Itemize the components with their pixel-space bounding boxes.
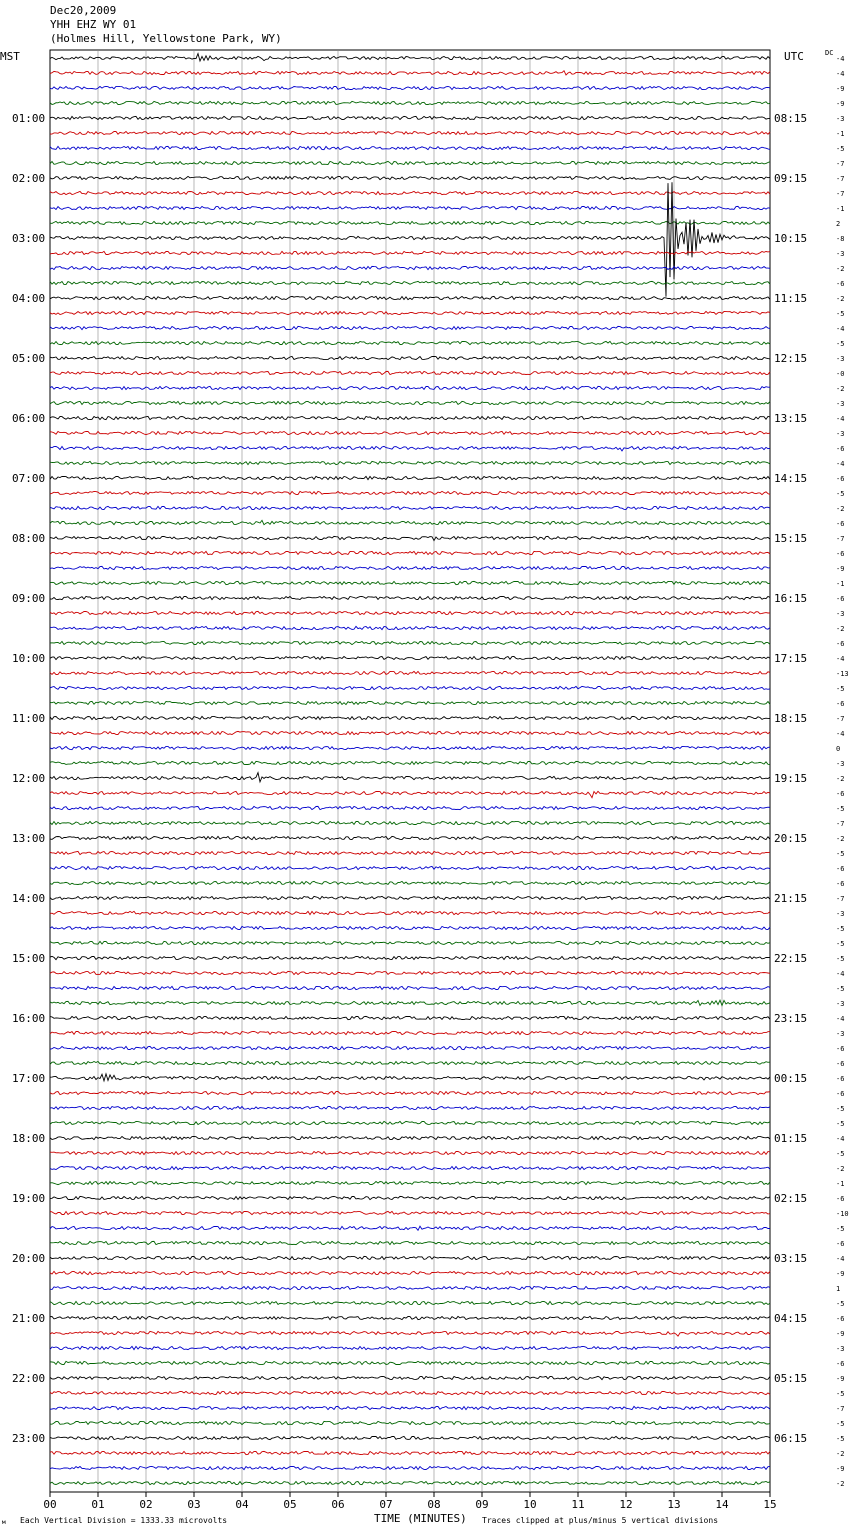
- seismic-trace: [50, 1406, 770, 1409]
- dc-offset-label: -5: [836, 985, 845, 993]
- seismic-trace: [50, 1016, 770, 1019]
- seismic-trace: [50, 701, 770, 704]
- seismic-trace: [50, 401, 770, 404]
- right-hour-label: 22:15: [774, 952, 808, 965]
- dc-offset-label: -0: [836, 370, 845, 378]
- dc-offset-label: -2: [836, 625, 845, 633]
- dc-offset-label: -9: [836, 565, 845, 573]
- right-hour-label: 06:15: [774, 1432, 808, 1445]
- x-tick-label: 12: [619, 1498, 633, 1511]
- seismic-trace: [50, 116, 770, 119]
- left-hour-label: 09:00: [12, 592, 46, 605]
- dc-offset-label: 0: [836, 745, 841, 753]
- dc-offset-label: -9: [836, 1330, 845, 1338]
- dc-offset-label: -7: [836, 895, 845, 903]
- seismic-trace: [50, 1136, 770, 1139]
- x-tick-label: 10: [523, 1498, 537, 1511]
- seismic-trace: [50, 1091, 770, 1094]
- seismic-trace: [50, 866, 770, 869]
- dc-offset-label: -7: [836, 820, 845, 828]
- seismic-trace: [50, 431, 770, 434]
- seismic-trace: [50, 1031, 770, 1034]
- corner-mark: м: [2, 1519, 6, 1526]
- right-hour-label: 19:15: [774, 772, 808, 785]
- dc-offset-label: -5: [836, 805, 845, 813]
- dc-offset-label: -5: [836, 1150, 845, 1158]
- dc-offset-label: -5: [836, 685, 845, 693]
- seismic-trace: [50, 221, 770, 224]
- dc-offset-label: -5: [836, 340, 845, 348]
- seismic-trace: [50, 191, 770, 194]
- right-hour-label: 16:15: [774, 592, 808, 605]
- seismic-trace: [50, 1421, 770, 1424]
- dc-offset-label: -4: [836, 55, 845, 63]
- x-tick-label: 02: [139, 1498, 153, 1511]
- seismic-trace: [50, 1166, 770, 1169]
- left-hour-label: 12:00: [12, 772, 46, 785]
- dc-offset-label: -6: [836, 520, 845, 528]
- seismic-trace: [50, 416, 770, 419]
- seismic-trace: [50, 161, 770, 164]
- right-hour-label: 00:15: [774, 1072, 808, 1085]
- right-hour-label: 14:15: [774, 472, 808, 485]
- dc-offset-label: -9: [836, 85, 845, 93]
- dc-offset-label: -4: [836, 1255, 845, 1263]
- seismic-trace: [50, 1121, 770, 1124]
- x-tick-label: 13: [667, 1498, 681, 1511]
- seismic-trace: [50, 1061, 770, 1064]
- seismic-trace: [50, 911, 770, 914]
- left-hour-label: 10:00: [12, 652, 46, 665]
- dc-offset-label: -10: [836, 1210, 849, 1218]
- seismic-trace: [50, 1271, 770, 1274]
- right-hour-label: 09:15: [774, 172, 808, 185]
- chart-location: (Holmes Hill, Yellowstone Park, WY): [50, 32, 282, 45]
- dc-offset-label: -5: [836, 1420, 845, 1428]
- seismic-trace: [50, 1331, 770, 1336]
- right-hour-label: 04:15: [774, 1312, 808, 1325]
- dc-offset-label: -2: [836, 385, 845, 393]
- left-hour-label: 20:00: [12, 1252, 46, 1265]
- right-hour-label: 08:15: [774, 112, 808, 125]
- dc-label: DC: [825, 49, 834, 57]
- dc-offset-label: -3: [836, 355, 845, 363]
- left-hour-label: 11:00: [12, 712, 46, 725]
- dc-offset-label: -4: [836, 460, 845, 468]
- seismic-trace: [50, 941, 770, 944]
- seismic-trace: [50, 1256, 770, 1259]
- seismic-trace: [50, 71, 770, 75]
- dc-offset-label: -5: [836, 955, 845, 963]
- seismic-trace: [50, 1106, 770, 1109]
- right-hour-label: 18:15: [774, 712, 808, 725]
- seismic-trace: [50, 1451, 770, 1454]
- x-tick-label: 08: [427, 1498, 441, 1511]
- dc-offset-label: -2: [836, 835, 845, 843]
- left-timezone-label: MST: [0, 50, 20, 63]
- dc-offset-label: -5: [836, 1435, 845, 1443]
- seismic-trace: [50, 761, 770, 764]
- dc-offset-label: -6: [836, 640, 845, 648]
- seismic-trace: [50, 182, 770, 296]
- dc-offset-label: -5: [836, 1225, 845, 1233]
- seismic-trace: [50, 626, 770, 629]
- dc-offset-label: -6: [836, 1240, 845, 1248]
- left-hour-label: 05:00: [12, 352, 46, 365]
- dc-offset-label: -6: [836, 550, 845, 558]
- dc-offset-label: -6: [836, 1090, 845, 1098]
- dc-offset-label: -6: [836, 475, 845, 483]
- right-hour-label: 02:15: [774, 1192, 808, 1205]
- seismic-trace: [50, 386, 770, 389]
- dc-offset-label: -2: [836, 1165, 845, 1173]
- dc-offset-label: -3: [836, 1345, 845, 1353]
- seismic-trace: [50, 326, 770, 329]
- dc-offset-label: -3: [836, 400, 845, 408]
- left-hour-label: 04:00: [12, 292, 46, 305]
- seismic-trace: [50, 476, 770, 479]
- seismic-trace: [50, 356, 770, 359]
- dc-offset-label: -2: [836, 1480, 845, 1488]
- left-hour-label: 16:00: [12, 1012, 46, 1025]
- dc-offset-label: -1: [836, 130, 845, 138]
- seismic-trace: [50, 461, 770, 464]
- plot-frame: [50, 50, 770, 1492]
- dc-offset-label: -6: [836, 1060, 845, 1068]
- dc-offset-label: -3: [836, 115, 845, 123]
- dc-offset-label: -9: [836, 1375, 845, 1383]
- x-tick-label: 05: [283, 1498, 297, 1511]
- x-tick-label: 15: [763, 1498, 777, 1511]
- left-hour-label: 19:00: [12, 1192, 46, 1205]
- right-hour-label: 23:15: [774, 1012, 808, 1025]
- dc-offset-label: -6: [836, 1045, 845, 1053]
- left-hour-label: 07:00: [12, 472, 46, 485]
- seismic-trace: [50, 311, 770, 314]
- seismic-trace: [50, 656, 770, 659]
- dc-offset-label: -3: [836, 910, 845, 918]
- seismic-trace: [50, 671, 770, 674]
- dc-offset-label: -6: [836, 880, 845, 888]
- seismic-trace: [50, 731, 770, 734]
- seismic-trace: [50, 566, 770, 569]
- seismic-trace: [50, 86, 770, 89]
- dc-offset-label: -3: [836, 250, 845, 258]
- seismic-trace: [50, 1181, 770, 1184]
- seismic-trace: [50, 926, 770, 929]
- dc-offset-label: -6: [836, 700, 845, 708]
- seismic-trace: [50, 746, 770, 749]
- right-hour-label: 12:15: [774, 352, 808, 365]
- left-hour-label: 03:00: [12, 232, 46, 245]
- dc-offset-label: -6: [836, 595, 845, 603]
- scale-note: Each Vertical Division = 1333.33 microvolts: [20, 1516, 228, 1525]
- seismic-trace: [50, 1046, 770, 1049]
- dc-offset-label: -1: [836, 1180, 845, 1188]
- seismic-trace: [50, 371, 770, 374]
- seismic-trace: [50, 716, 770, 719]
- dc-offset-label: -7: [836, 535, 845, 543]
- seismic-trace: [50, 206, 770, 209]
- seismic-trace: [50, 446, 770, 451]
- seismic-trace: [50, 281, 770, 284]
- dc-offset-label: -6: [836, 1195, 845, 1203]
- right-hour-label: 03:15: [774, 1252, 808, 1265]
- right-hour-label: 05:15: [774, 1372, 808, 1385]
- seismic-trace: [50, 1000, 770, 1005]
- left-hour-label: 14:00: [12, 892, 46, 905]
- seismic-trace: [50, 986, 770, 989]
- dc-offset-label: -3: [836, 1000, 845, 1008]
- seismic-trace: [50, 791, 770, 797]
- seismic-trace: [50, 1361, 770, 1364]
- dc-offset-label: -5: [836, 1105, 845, 1113]
- dc-offset-label: -6: [836, 445, 845, 453]
- dc-offset-label: -4: [836, 70, 845, 78]
- dc-offset-label: -7: [836, 1405, 845, 1413]
- left-hour-label: 15:00: [12, 952, 46, 965]
- left-hour-label: 23:00: [12, 1432, 46, 1445]
- dc-offset-label: -7: [836, 715, 845, 723]
- dc-offset-label: -5: [836, 1300, 845, 1308]
- seismic-trace: [50, 851, 770, 854]
- left-hour-label: 01:00: [12, 112, 46, 125]
- seismic-trace: [50, 641, 770, 644]
- chart-date: Dec20,2009: [50, 4, 117, 17]
- seismic-trace: [50, 581, 770, 584]
- x-tick-label: 14: [715, 1498, 729, 1511]
- seismic-trace: [50, 1376, 770, 1379]
- x-tick-label: 01: [91, 1498, 105, 1511]
- dc-offset-label: -13: [836, 670, 849, 678]
- dc-offset-label: -6: [836, 790, 845, 798]
- dc-offset-label: -5: [836, 1390, 845, 1398]
- seismic-trace: [50, 881, 770, 884]
- dc-offset-label: -5: [836, 145, 845, 153]
- seismic-trace: [50, 773, 770, 782]
- seismic-trace: [50, 1151, 770, 1154]
- dc-offset-label: -3: [836, 610, 845, 618]
- seismic-trace: [50, 956, 770, 959]
- seismic-trace: [50, 341, 770, 344]
- seismic-trace: [50, 896, 770, 899]
- seismic-trace: [50, 101, 770, 104]
- seismic-trace: [50, 536, 770, 540]
- seismic-trace: [50, 1074, 770, 1081]
- dc-offset-label: -3: [836, 1030, 845, 1038]
- dc-offset-label: -4: [836, 655, 845, 663]
- seismic-trace: [50, 551, 770, 554]
- dc-offset-label: -9: [836, 1270, 845, 1278]
- dc-offset-label: 2: [836, 220, 841, 228]
- seismic-trace: [50, 971, 770, 974]
- right-hour-label: 11:15: [774, 292, 808, 305]
- dc-offset-label: -4: [836, 730, 845, 738]
- left-hour-label: 17:00: [12, 1072, 46, 1085]
- x-tick-label: 04: [235, 1498, 249, 1511]
- seismic-trace: [50, 1211, 770, 1214]
- left-hour-label: 22:00: [12, 1372, 46, 1385]
- seismic-trace: [50, 54, 770, 61]
- seismic-trace: [50, 251, 770, 254]
- dc-offset-label: -4: [836, 1135, 845, 1143]
- seismic-trace: [50, 1316, 770, 1319]
- seismic-trace: [50, 176, 770, 179]
- x-tick-label: 07: [379, 1498, 393, 1511]
- dc-offset-label: -9: [836, 100, 845, 108]
- left-hour-label: 02:00: [12, 172, 46, 185]
- dc-offset-label: -4: [836, 325, 845, 333]
- dc-offset-label: -1: [836, 205, 845, 213]
- seismic-trace: [50, 1346, 770, 1349]
- seismic-trace: [50, 266, 770, 269]
- dc-offset-label: -2: [836, 775, 845, 783]
- chart-station: YHH EHZ WY 01: [50, 18, 137, 31]
- right-hour-label: 01:15: [774, 1132, 808, 1145]
- x-tick-label: 09: [475, 1498, 489, 1511]
- seismic-trace: [50, 596, 770, 599]
- seismic-trace: [50, 1241, 770, 1244]
- right-timezone-label: UTC: [784, 50, 804, 63]
- seismic-trace: [50, 1391, 770, 1394]
- dc-offset-label: -8: [836, 235, 845, 243]
- dc-offset-label: -6: [836, 1315, 845, 1323]
- x-tick-label: 11: [571, 1498, 585, 1511]
- dc-offset-label: -6: [836, 865, 845, 873]
- left-hour-label: 08:00: [12, 532, 46, 545]
- x-tick-label: 03: [187, 1498, 201, 1511]
- dc-offset-label: -1: [836, 580, 845, 588]
- seismic-trace: [50, 1301, 770, 1304]
- right-hour-label: 10:15: [774, 232, 808, 245]
- x-tick-label: 00: [43, 1498, 57, 1511]
- dc-offset-label: 1: [836, 1285, 841, 1293]
- clip-note: Traces clipped at plus/minus 5 vertical divisions: [482, 1516, 719, 1525]
- seismic-trace: [50, 806, 770, 809]
- dc-offset-label: -7: [836, 175, 845, 183]
- left-hour-label: 18:00: [12, 1132, 46, 1145]
- dc-offset-label: -6: [836, 1360, 845, 1368]
- seismic-trace: [50, 1226, 770, 1230]
- dc-offset-label: -5: [836, 310, 845, 318]
- dc-offset-label: -3: [836, 760, 845, 768]
- dc-offset-label: -4: [836, 1015, 845, 1023]
- seismic-trace: [50, 491, 770, 494]
- dc-offset-label: -7: [836, 160, 845, 168]
- dc-offset-label: -6: [836, 280, 845, 288]
- seismic-trace: [50, 1466, 770, 1469]
- left-hour-label: 06:00: [12, 412, 46, 425]
- seismic-trace: [50, 131, 770, 134]
- dc-offset-label: -5: [836, 925, 845, 933]
- dc-offset-label: -2: [836, 295, 845, 303]
- dc-offset-label: -4: [836, 415, 845, 423]
- seismic-trace: [50, 686, 770, 689]
- left-hour-label: 13:00: [12, 832, 46, 845]
- dc-offset-label: -2: [836, 1450, 845, 1458]
- dc-offset-label: -5: [836, 940, 845, 948]
- seismic-trace: [50, 1436, 770, 1439]
- seismic-trace: [50, 506, 770, 509]
- x-tick-label: 06: [331, 1498, 345, 1511]
- dc-offset-label: -6: [836, 1075, 845, 1083]
- right-hour-label: 21:15: [774, 892, 808, 905]
- seismic-trace: [50, 821, 770, 824]
- seismic-trace: [50, 1196, 770, 1199]
- seismic-trace: [50, 1481, 770, 1484]
- seismic-trace: [50, 1286, 770, 1289]
- right-hour-label: 15:15: [774, 532, 808, 545]
- dc-offset-label: -5: [836, 1120, 845, 1128]
- seismic-trace: [50, 836, 770, 839]
- dc-offset-label: -5: [836, 490, 845, 498]
- seismic-trace: [50, 296, 770, 299]
- right-hour-label: 20:15: [774, 832, 808, 845]
- left-hour-label: 21:00: [12, 1312, 46, 1325]
- dc-offset-label: -2: [836, 265, 845, 273]
- right-hour-label: 17:15: [774, 652, 808, 665]
- x-axis-title: TIME (MINUTES): [374, 1512, 467, 1525]
- dc-offset-label: -3: [836, 430, 845, 438]
- dc-offset-label: -4: [836, 970, 845, 978]
- right-hour-label: 13:15: [774, 412, 808, 425]
- dc-offset-label: -5: [836, 850, 845, 858]
- dc-offset-label: -7: [836, 190, 845, 198]
- seismic-trace: [50, 520, 770, 524]
- seismic-trace: [50, 146, 770, 149]
- dc-offset-label: -2: [836, 505, 845, 513]
- seismic-trace: [50, 611, 770, 614]
- dc-offset-label: -9: [836, 1465, 845, 1473]
